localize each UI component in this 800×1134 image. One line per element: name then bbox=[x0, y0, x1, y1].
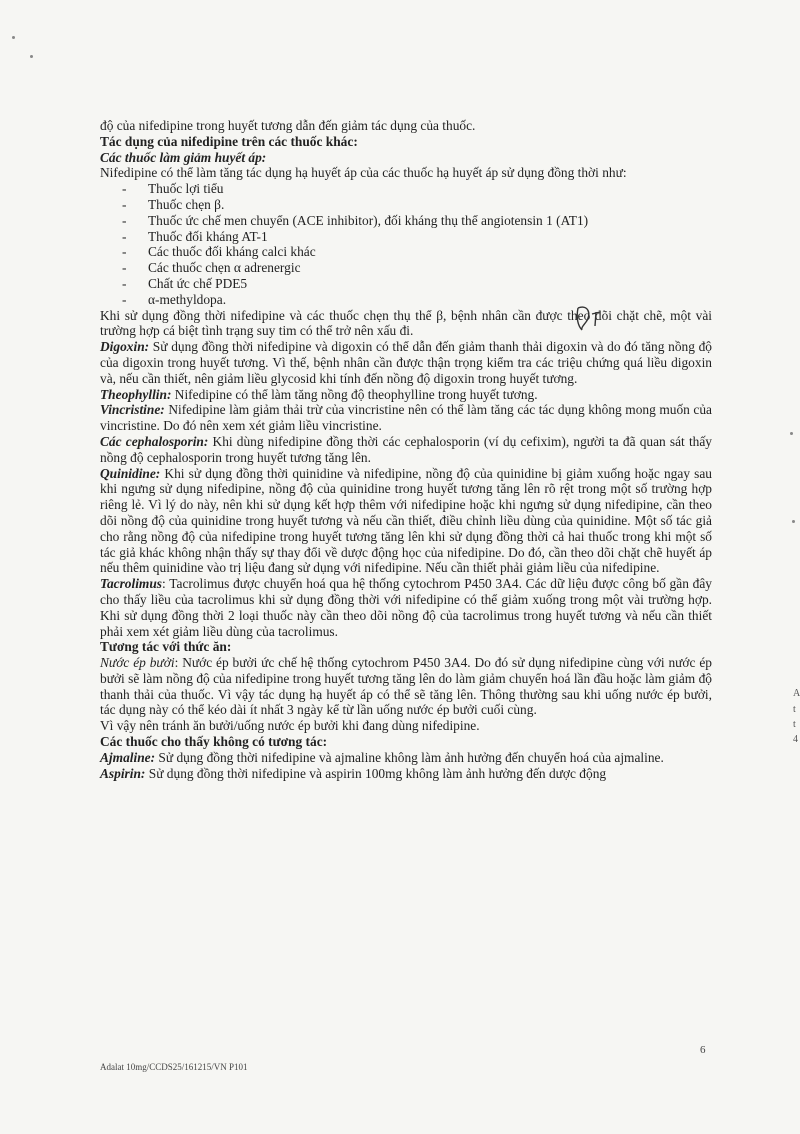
antihypertensive-paragraph: Nifedipine có thể làm tăng tác dụng hạ huyết áp của các thuốc hạ huyết áp sử dụng đồng thời như: bbox=[100, 165, 627, 181]
cephalosporin-label: Các cephalosporin: bbox=[100, 433, 209, 449]
drug-list bbox=[100, 181, 712, 307]
aspirin-text: Sử dụng đồng thời nifedipine và aspirin 100mg không làm ảnh hưởng đến dược động bbox=[145, 765, 607, 781]
grapefruit-text: : Nước ép bưởi ức chế hệ thống cytochrom P450 3A4. Do đó sử dụng nifedipine cùng với nước ép bưởi sẽ làm nồng độ của nifedipine trong huyết tương tăng lên do làm giảm chuyển hoá lần đầu hoặc làm giảm độ thanh thải của thuốc. Vì vậy tác dụng hạ huyết áp có thể sẽ tăng lên. Thông thường sau khi uống nước ép bưởi, tác dụng này có thể kéo dài ít nhất 3 ngày kể từ lần uống nước ép bưởi cuối cùng. bbox=[100, 655, 712, 718]
vincristine-paragraph bbox=[100, 402, 712, 434]
cephalosporin-text: Khi dùng nifedipine đồng thời các cephalosporin (ví dụ cefixim), người ta đã quan sát thấy nồng độ cephalosporin trong huyết tương tăng lên. bbox=[100, 433, 713, 465]
document-code: Adalat 10mg/CCDS25/161215/VN P101 bbox=[100, 1062, 248, 1072]
theophyllin-text: Nifedipine có thể làm tăng nồng độ theophylline trong huyết tương. bbox=[171, 386, 538, 402]
ajmaline-text: Sử dụng đồng thời nifedipine và ajmaline không làm ảnh hưởng đến chuyển hoá của ajmaline. bbox=[155, 749, 664, 765]
list-item: - Thuốc lợi tiểu bbox=[122, 181, 712, 197]
list-item: - α-methyldopa. bbox=[122, 292, 712, 308]
list-item: - Các thuốc đối kháng calci khác bbox=[122, 244, 712, 260]
subheading-antihypertensives: Các thuốc làm giảm huyết áp: bbox=[100, 149, 267, 165]
page-number: 6 bbox=[700, 1044, 706, 1056]
scan-speck bbox=[792, 520, 795, 523]
tacrolimus-text: : Tacrolimus được chuyển hoá qua hệ thống cytochrom P450 3A4. Các dữ liệu được công bố gần đây cho thấy liều của tacrolimus khi sử dụng đồng thời với nifedipine có thể giảm xuống trong một vài trường hợp. Khi sử dụng đồng thời 2 loại thuốc này cần theo dõi nồng độ của tacrolimus trong huyết tương và nếu cần thiết phải xem xét giảm liều dùng của tacrolimus. bbox=[100, 576, 712, 639]
grapefruit-paragraph bbox=[100, 655, 712, 718]
cephalosporin-paragraph bbox=[100, 434, 712, 466]
intro-sentence: độ của nifedipine trong huyết tương dẫn đến giảm tác dụng của thuốc. bbox=[100, 118, 476, 133]
list-item: - Thuốc ức chế men chuyển (ACE inhibitor), đối kháng thụ thể angiotensin 1 (AT1) bbox=[122, 213, 712, 229]
scan-speck bbox=[30, 55, 33, 58]
beta-blocker-paragraph: Khi sử dụng đồng thời nifedipine và các thuốc chẹn thụ thể β, bệnh nhân cần được theo dõi chặt chẽ, một vài trường hợp cá biệt tình trạng suy tim có thể trở nên xấu đi. bbox=[100, 307, 712, 339]
scan-speck bbox=[12, 36, 15, 39]
quinidine-text: Khi sử dụng đồng thời quinidine và nifedipine, nồng độ của quinidine bị giảm xuống hoặc ngay sau khi ngưng sử dụng nifedipine, nồng độ của quinidine trong huyết tương tăng lên rõ rệt trong một số trường hợp riêng lẻ. Vì lý do này, nên khi sử dụng kết hợp thêm với nifedipine hoặc khi ngưng sử dụng nifedipine, cần theo dõi nồng độ của quinidine trong huyết tương và nếu cần thiết, điều chỉnh liều dùng của quinidine. Một số tác giả cho rằng nồng độ của nifedipine trong huyết tương tăng lên khi sử dụng đồng thời cả hai thuốc trong khi một số tác giả khác không nhận thấy sự thay đổi về dược động học của nifedipine. Do đó, cần theo dõi chặt chẽ huyết áp nếu thêm quinidine vào trị liệu đang sử dụng với nifedipine. Nếu cần thiết phải giảm liều của nifedipine. bbox=[100, 465, 712, 576]
ajmaline-label: Ajmaline: bbox=[100, 749, 156, 765]
quinidine-label: Quinidine: bbox=[100, 465, 161, 481]
vincristine-label: Vincristine: bbox=[100, 402, 165, 418]
vincristine-text: Nifedipine làm giảm thải trừ của vincristine nên có thể làm tăng các tác dụng không mong muốn của vincristine. Do đó nên xem xét giảm liều vincristine. bbox=[100, 402, 712, 434]
ajmaline-paragraph bbox=[100, 750, 712, 766]
section-heading-no-interaction: Các thuốc cho thấy không có tương tác: bbox=[100, 734, 328, 750]
section-heading-effects: Tác dụng của nifedipine trên các thuốc khác: bbox=[100, 133, 358, 149]
edge-letter: t bbox=[793, 704, 796, 715]
tacrolimus-label: Tacrolimus bbox=[100, 576, 163, 592]
list-item: - Các thuốc chẹn α adrenergic bbox=[122, 260, 712, 276]
list-item: - Thuốc chẹn β. bbox=[122, 197, 712, 213]
theophyllin-paragraph bbox=[100, 387, 712, 403]
grapefruit-avoid: Vì vậy nên tránh ăn bưởi/uống nước ép bưởi khi đang dùng nifedipine. bbox=[100, 718, 480, 734]
scan-speck bbox=[790, 432, 793, 435]
edge-letter: 4 bbox=[793, 734, 798, 745]
handwritten-initials-mark bbox=[572, 300, 608, 336]
theophyllin-label: Theophyllin: bbox=[100, 386, 172, 402]
list-item: - Chất ức chế PDE5 bbox=[122, 276, 712, 292]
document-body bbox=[100, 118, 712, 781]
tacrolimus-paragraph bbox=[100, 576, 712, 639]
aspirin-paragraph bbox=[100, 766, 712, 782]
quinidine-paragraph bbox=[100, 466, 712, 577]
digoxin-text: Sử dụng đồng thời nifedipine và digoxin có thể dẫn đến giảm thanh thải digoxin và do đó tăng nồng độ của digoxin trong huyết tương. Vì thế, bệnh nhân cần được thận trọng kiểm tra các triệu chứng quá liều digoxin và, nếu cần thiết, nên giảm liều glycosid khi tính đến nồng độ digoxin trong huyết tương. bbox=[100, 339, 712, 386]
digoxin-label: Digoxin: bbox=[100, 339, 150, 355]
edge-letter: t bbox=[793, 719, 796, 730]
digoxin-paragraph bbox=[100, 339, 712, 386]
aspirin-label: Aspirin: bbox=[100, 765, 146, 781]
section-heading-food: Tương tác với thức ăn: bbox=[100, 639, 232, 655]
edge-letter: A bbox=[793, 688, 800, 699]
grapefruit-label: Nước ép bưởi bbox=[100, 655, 175, 671]
list-item: - Thuốc đối kháng AT-1 bbox=[122, 229, 712, 245]
